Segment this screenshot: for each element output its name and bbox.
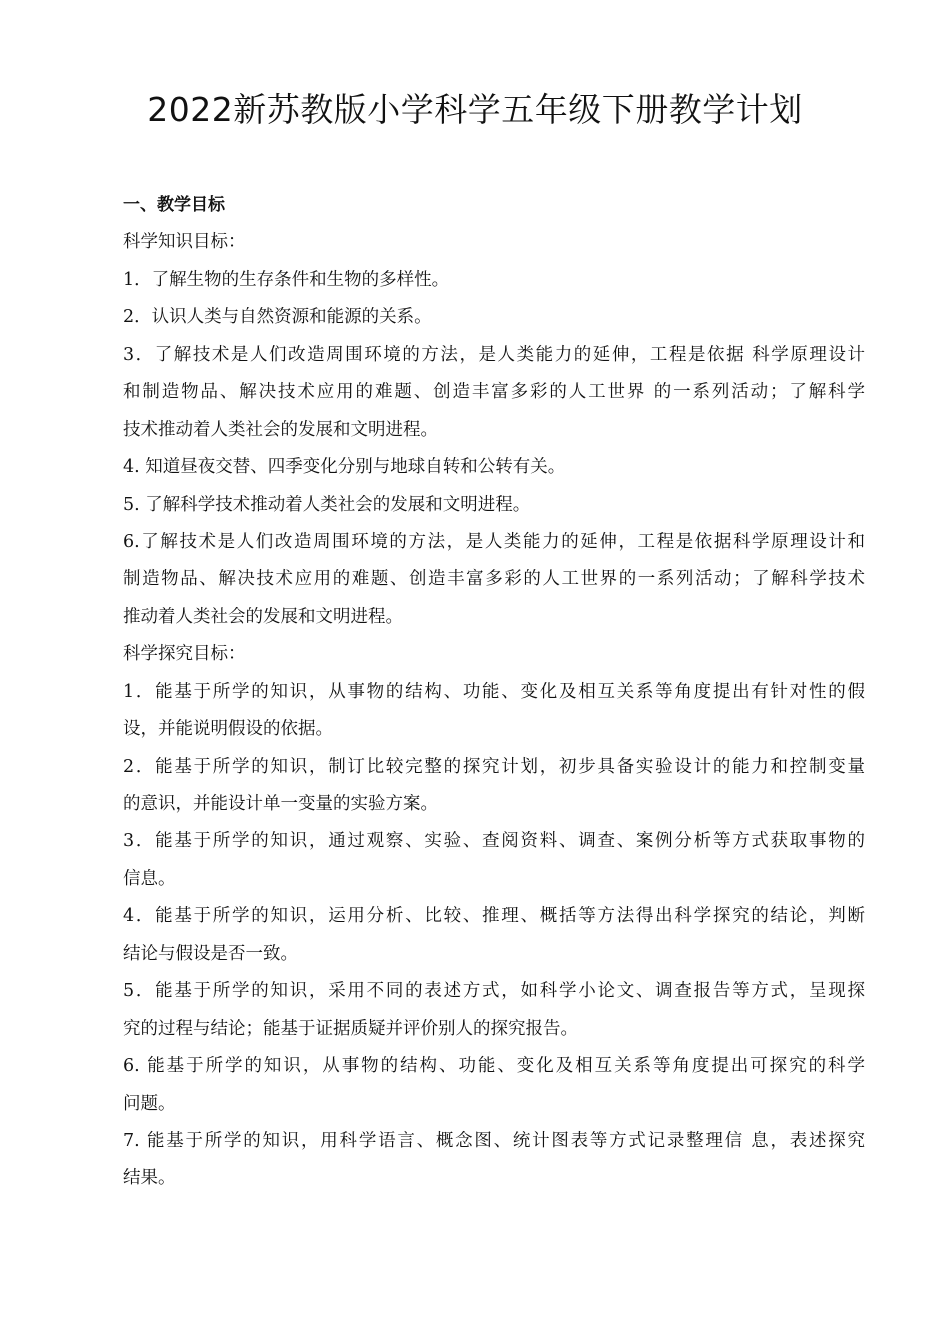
list-item: 6. 能基于所学的知识，从事物的结构、功能、变化及相互关系等角度提出可探究的科学 [123,1056,865,1077]
list-item-cont: 问题。 [123,1093,176,1114]
list-item-cont: 结论与假设是否一致。 [123,943,298,964]
list-item: 7. 能基于所学的知识，用科学语言、概念图、统计图表等方式记录整理信 息，表述探究 [123,1130,865,1151]
list-item-cont: 的意识，并能设计单一变量的实验方案。 [123,794,438,814]
list-item-cont: 设，并能说明假设的依据。 [123,719,333,740]
document-title: 2022新苏教版小学科学五年级下册教学计划 [147,90,803,129]
list-item: 2．能基于所学的知识，制订比较完整的探究计划，初步具备实验设计的能力和控制变量 [123,756,865,777]
list-item: 3．了解技术是人们改造周围环境的方法，是人类能力的延伸，工程是依据 科学原理设计 [123,344,865,365]
list-item: 4．能基于所学的知识，运用分析、比较、推理、概括等方法得出科学探究的结论，判断 [123,906,865,927]
list-item: 1．了解生物的生存条件和生物的多样性。 [123,269,450,290]
list-item: 1．能基于所学的知识，从事物的结构、功能、变化及相互关系等角度提出有针对性的假 [123,681,865,702]
list-item: 4. 知道昼夜交替、四季变化分别与地球自转和公转有关。 [123,457,566,478]
list-item-cont: 结果。 [123,1168,176,1189]
list-item: 5．能基于所学的知识，采用不同的表述方式，如科学小论文、调查报告等方式，呈现探 [123,981,865,1002]
subheading-knowledge: 科学知识目标： [123,232,246,253]
list-item: 2．认识人类与自然资源和能源的关系。 [123,307,432,328]
list-item-cont: 技术推动着人类社会的发展和文明进程。 [123,419,438,440]
list-item-cont: 信息。 [123,868,176,889]
list-item-cont: 推动着人类社会的发展和文明进程。 [123,606,403,627]
document-body [123,190,865,1201]
list-item: 3．能基于所学的知识，通过观察、实验、查阅资料、调查、案例分析等方式获取事物的 [123,831,865,852]
list-item: 6.了解技术是人们改造周围环境的方法，是人类能力的延伸，工程是依据科学原理设计和 [123,531,865,552]
subheading-inquiry: 科学探究目标： [123,644,246,665]
section-heading: 一、教学目标 [123,195,225,215]
list-item-cont: 制造物品、解决技术应用的难题、创造丰富多彩的人工世界的一系列活动；了解科学技术 [123,569,865,590]
list-item-cont: 究的过程与结论；能基于证据质疑并评价别人的探究报告。 [123,1018,578,1039]
list-item-cont: 和制造物品、解决技术应用的难题、创造丰富多彩的人工世界 的一系列活动；了解科学 [123,382,865,403]
list-item: 5. 了解科学技术推动着人类社会的发展和文明进程。 [123,494,531,515]
